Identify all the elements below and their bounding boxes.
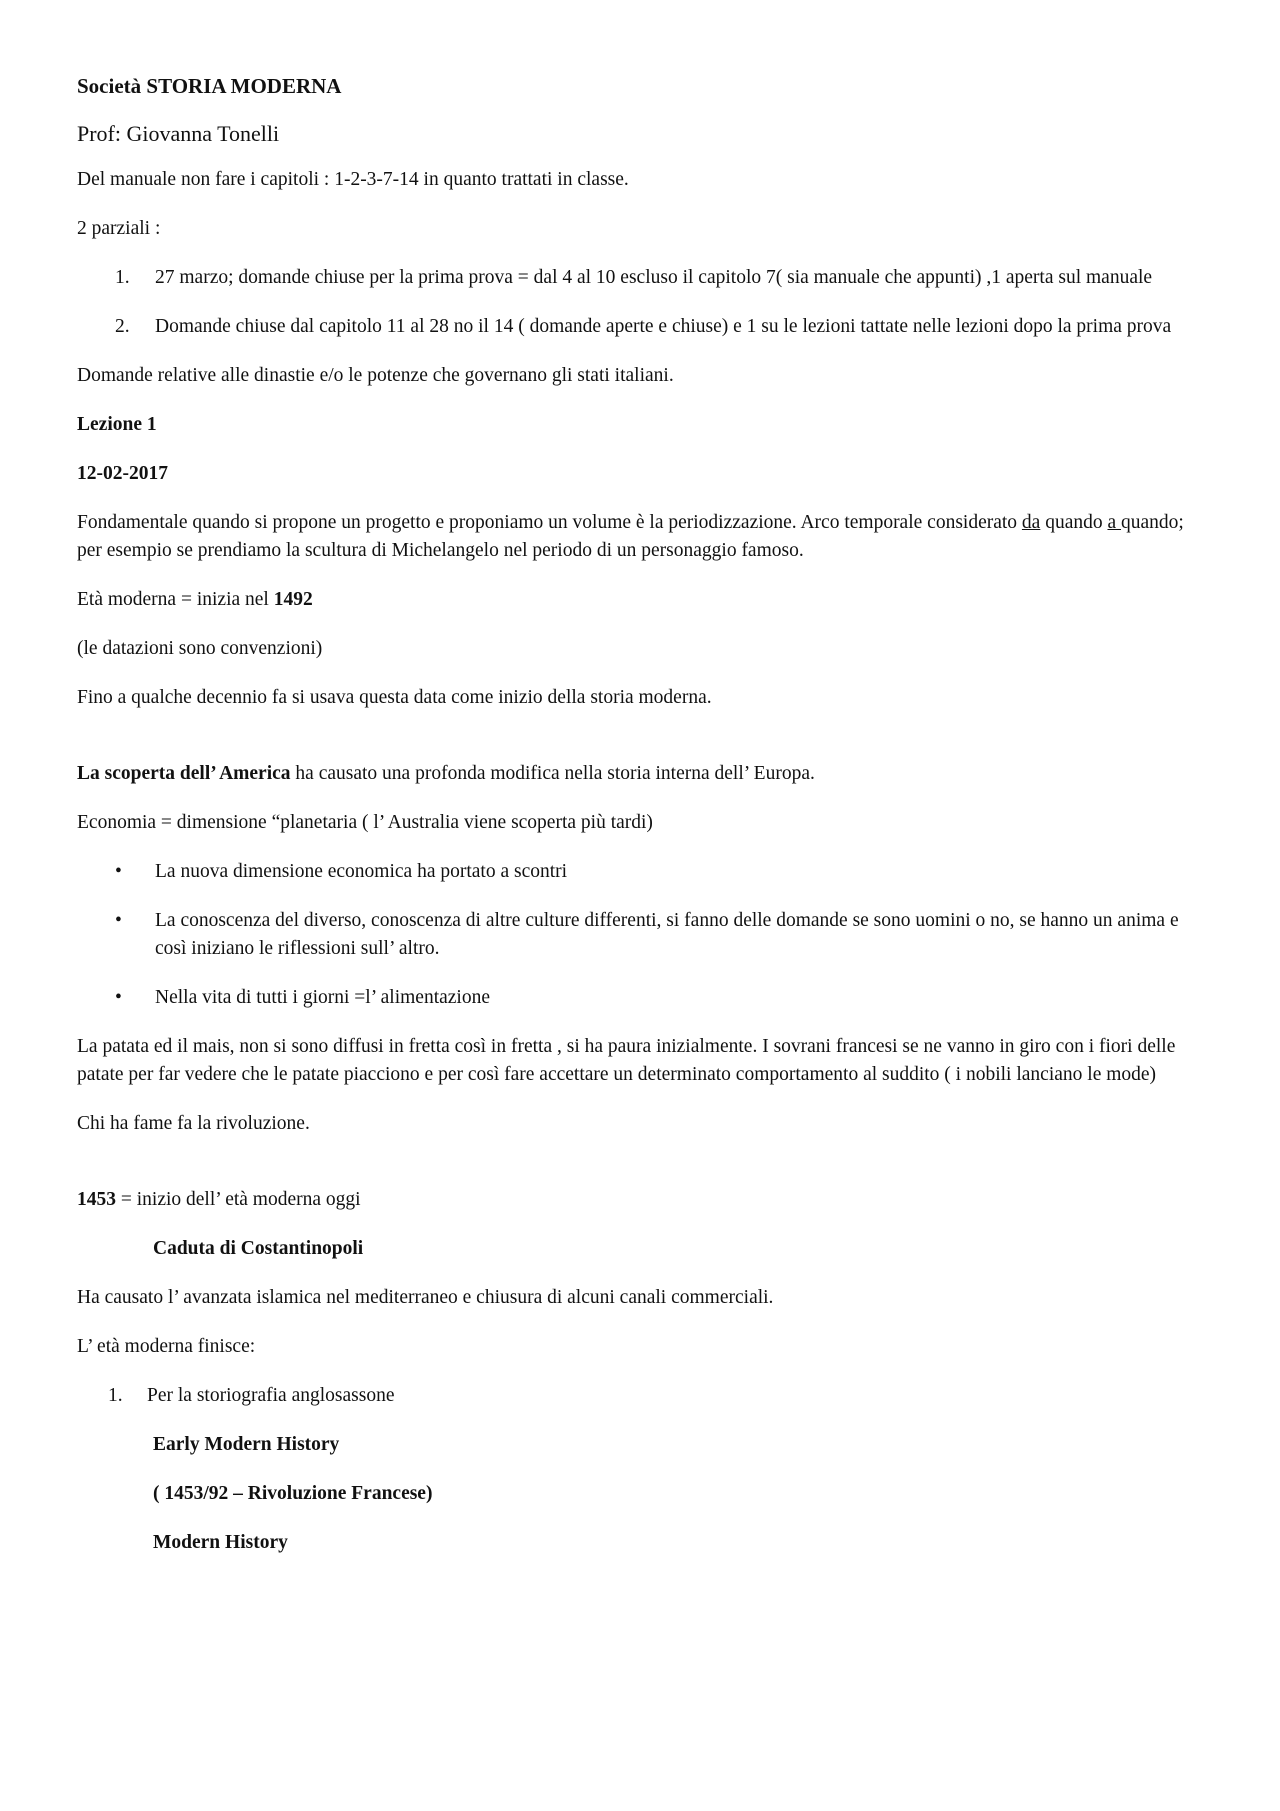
blank-line — [77, 733, 1202, 760]
islamic-advance-paragraph: Ha causato l’ avanzata islamica nel mediterraneo e chiusura di alcuni canali commerciali. — [77, 1287, 774, 1308]
bullet-icon: • — [115, 910, 122, 931]
early-modern-heading — [77, 1431, 1202, 1459]
list-item-text: 27 marzo; domande chiuse per la prima prova = dal 4 al 10 escluso il capitolo 7( sia manuale che appunti) ,1 aperta sul manuale — [155, 267, 1153, 288]
modern-age-start — [77, 586, 1202, 614]
list-item — [77, 907, 1202, 963]
lesson-date — [77, 460, 1202, 488]
bullet-icon: • — [115, 861, 122, 882]
lesson-date-text: 12-02-2017 — [77, 463, 168, 484]
list-item-text: Domande chiuse dal capitolo 11 al 28 no il 14 ( domande aperte e chiuse) e 1 su le lezioni tattate nelle lezioni dopo la prima prova — [155, 316, 1172, 337]
list-item-text: La conoscenza del diverso, conoscenza di altre culture differenti, si fanno delle domande se sono uomini o no, se hanno un anima e così iniziano le riflessioni sull’ altro. — [155, 910, 1179, 959]
early-modern-text: Early Modern History — [153, 1434, 340, 1455]
lesson-title — [77, 411, 1202, 439]
modern-age-end-heading: L’ età moderna finisce: — [77, 1336, 256, 1357]
date-range-text: ( 1453/92 – Rivoluzione Francese) — [153, 1483, 433, 1504]
list-item — [77, 313, 1202, 341]
professor-line: Prof: Giovanna Tonelli — [77, 121, 280, 146]
america-paragraph — [77, 760, 1202, 788]
effects-list — [77, 858, 1202, 1012]
list-number: 2. — [115, 316, 130, 337]
blank-line — [77, 1159, 1202, 1186]
list-item — [77, 858, 1202, 886]
list-item-text: Per la storiografia anglosassone — [147, 1385, 395, 1406]
modern-history-heading — [77, 1529, 1202, 1557]
document-title: Società STORIA MODERNA — [77, 74, 342, 98]
document-body — [77, 72, 1202, 1578]
hunger-paragraph: Chi ha fame fa la rivoluzione. — [77, 1113, 310, 1134]
america-bold: La scoperta dell’ America — [77, 763, 291, 784]
periodization-a: a — [1107, 512, 1122, 533]
economy-paragraph: Economia = dimensione “planetaria ( l’ Australia viene scoperta più tardi) — [77, 812, 653, 833]
periodization-text-1: Fondamentale quando si propone un progetto e proponiamo un volume è la periodizzazione. Arco temporale considerato — [77, 512, 1022, 533]
list-item-text: La nuova dimensione economica ha portato a scontri — [155, 861, 568, 882]
start-today-year: 1453 — [77, 1189, 116, 1210]
america-rest: ha causato una profonda modifica nella storia interna dell’ Europa. — [290, 763, 815, 784]
list-item — [77, 1382, 1202, 1410]
periodization-da: da — [1021, 512, 1041, 533]
until-note: Fino a qualche decennio fa si usava questa data come inizio della storia moderna. — [77, 687, 712, 708]
list-number: 1. — [108, 1385, 123, 1406]
modern-age-label: Età moderna = inizia nel — [77, 589, 274, 610]
manual-note: Del manuale non fare i capitoli : 1-2-3-7-14 in quanto trattati in classe. — [77, 169, 629, 190]
list-item-text: Nella vita di tutti i giorni =l’ alimentazione — [155, 987, 491, 1008]
dating-note: (le datazioni sono convenzioni) — [77, 638, 323, 659]
list-number: 1. — [115, 267, 130, 288]
modern-history-text: Modern History — [153, 1532, 288, 1553]
start-today-paragraph — [77, 1186, 1202, 1214]
constantinople-heading — [77, 1235, 1202, 1263]
potato-paragraph: La patata ed il mais, non si sono diffusi in fretta così in fretta , si ha paura inizialmente. I sovrani francesi se ne vanno in giro con i fiori delle patate per far vedere che le patate piacciono e per così fare accettare un determinato comportamento al suddito ( i nobili lanciano le mode) — [77, 1036, 1176, 1085]
modern-age-year: 1492 — [273, 589, 313, 610]
partials-list — [77, 264, 1202, 341]
periodization-paragraph — [77, 509, 1202, 565]
lesson-title-text: Lezione 1 — [77, 414, 157, 435]
end-list — [77, 1382, 1202, 1410]
bullet-icon: • — [115, 987, 122, 1008]
partials-heading: 2 parziali : — [77, 218, 161, 239]
start-today-rest: = inizio dell’ età moderna oggi — [116, 1189, 361, 1210]
date-range-heading — [77, 1480, 1202, 1508]
constantinople-text: Caduta di Costantinopoli — [153, 1238, 364, 1259]
dynasties-note: Domande relative alle dinastie e/o le potenze che governano gli stati italiani. — [77, 365, 674, 386]
list-item — [77, 264, 1202, 292]
list-item — [77, 984, 1202, 1012]
periodization-text-2: quando — [1040, 512, 1108, 533]
periodization-text-3: quando; per esempio se prendiamo la scultura di Michelangelo nel periodo di un personaggio famoso. — [77, 512, 1184, 561]
